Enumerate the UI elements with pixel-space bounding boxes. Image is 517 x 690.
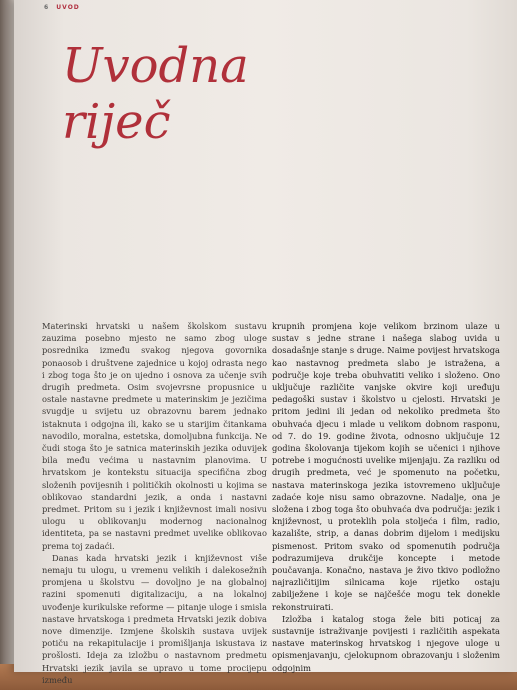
paragraph: Izložba i katalog stoga žele biti poticaj za sustavnije istraživanje povijesti i različitih aspekata nastave materinskog hrvatskog i njegove uloge u opismenjavanju, cjelokupnom obrazovanju i složenim odgojnim xyxy=(272,613,500,673)
text-column-left xyxy=(42,320,267,686)
paragraph: Danas kada hrvatski jezik i književnost više nemaju tu ulogu, u vremenu velikih i dalekosežnih promjena u školstvu — dovoljno je na globalnoj razini spomenuti digitalizaciju, a na lokalnoj uvođenje kurikulske reforme — pitanje uloge i smisla nastave hrvatskoga i predmeta Hrvatski jezik dobiva nove dimenzije. Izmjene školskih sustava uvijek potiču na rekapitulacije i promišljanja iskustava iz prošlosti. Ideja za izložbu o nastavnom predmetu Hrvatski jezik javila se upravo u tome procijepu između xyxy=(42,552,267,685)
book-gutter xyxy=(0,0,14,690)
title-line-2: riječ xyxy=(62,94,171,150)
paragraph: krupnih promjena koje velikom brzinom ulaze u sustav s jedne strane i našega slabog uvida u dosadašnje stanje s druge. Naime povijest hrvatskoga kao nastavnog predmeta slabo je istražena, a područje koje treba obuhvatiti veliko i složeno. Ono uključuje različite vanjske okvire koji uređuju pedagoški sustav i školstvo u cjelosti. Hrvatski je pritom jedini ili jedan od nekoliko predmeta što obuhvaća djecu i mlade u velikom dobnom rasponu, od 7. do 19. godine života, odnosno uključuje 12 godina školovanja tijekom kojih se učenici i njihove potrebe i mogućnosti uvelike mijenjaju. Za razliku od drugih predmeta, već je spomenuto na početku, nastava materinskoga jezika istovremeno uključuje zadaće koje nisu samo obrazovne. Nadalje, ona je složena i zbog toga što obuhvaća dva područja: jezik i književnost, u proteklih pola stoljeća i film, radio, kazalište, strip, a danas dobrim dijelom i medijsku pismenost. Pritom svako od spomenutih područja podrazumijeva drukčije koncepte i metode poučavanja. Konačno, nastava je živo tkivo podložno najrazličitijim silnicama koje rijetko ostaju zabilježene i koje se najčešće mogu tek donekle rekonstruirati. xyxy=(272,321,500,612)
title-line-1: Uvodna xyxy=(62,38,249,94)
chapter-title xyxy=(62,38,249,150)
page-number: 6 xyxy=(44,4,50,11)
text-column-right xyxy=(272,320,500,674)
section-name: UVOD xyxy=(56,4,80,11)
running-header xyxy=(44,4,80,11)
paragraph: Materinski hrvatski u našem školskom sustavu zauzima posebno mjesto ne samo zbog uloge posrednika između svakog njegova govornika ponaosob i društvene zajednice u kojoj odrasta nego i zbog toga što je on ujedno i osnova za učenje svih drugih predmeta. Osim svojevrsne propusnice u ostale nastavne predmete u materinskim je jezičima svugdje u svijetu uz obrazovnu barem jednako istaknuta i odgojna ili, kako se u starijim čitankama navodilo, moralna, estetska, domoljubna funkcija. Ne čudi stoga što je satnica materinskih jezika oduvijek bila među većima u nastavnim planovima. U hrvatskom je kontekstu situacija specifična zbog složenih povijesnih i političkih okolnosti u kojima se oblikovao standardni jezik, a onda i nastavni predmet. Pritom su i jezik i književnost imali nosivu ulogu u oblikovanju modernog nacionalnog identiteta, pa se nastavni predmet uvelike oblikovao prema toj zadaći. xyxy=(42,321,267,551)
